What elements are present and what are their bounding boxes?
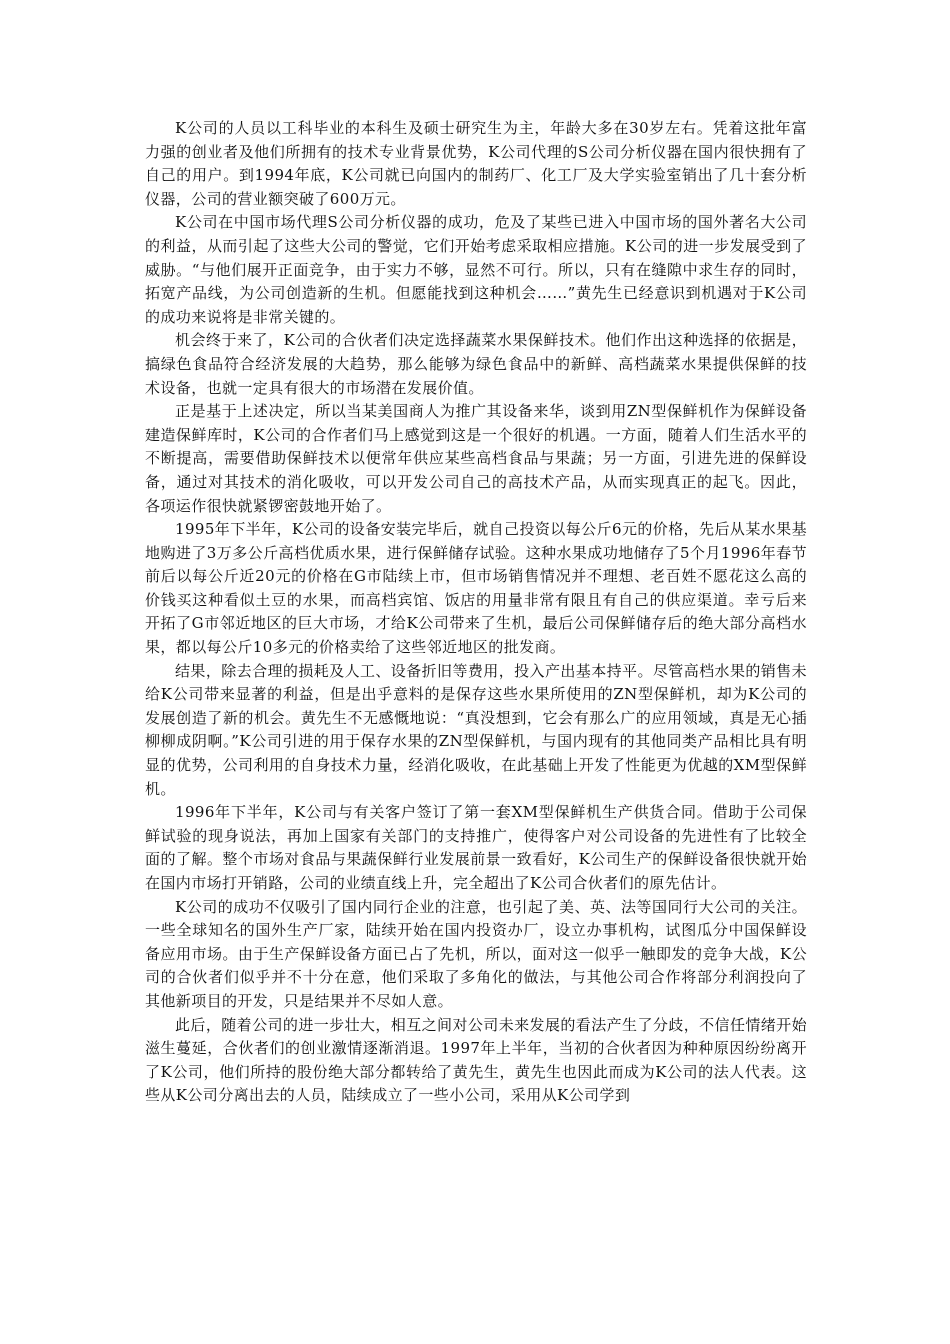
paragraph-3: 机会终于来了，K公司的合伙者们决定选择蔬菜水果保鲜技术。他们作出这种选择的依据是，搞绿色食品符合经济发展的大趋势，那么能够为绿色食品中的新鲜、高档蔬菜水果提供保鲜的技术设备，也就一定具有很大的市场潜在发展价值。: [145, 331, 807, 397]
document-body: [145, 117, 807, 1108]
paragraph-8: K公司的成功不仅吸引了国内同行企业的注意，也引起了美、英、法等国同行大公司的关注。一些全球知名的国外生产厂家，陆续开始在国内投资办厂，设立办事机构，试图瓜分中国保鲜设备应用市场。由于生产保鲜设备方面已占了先机，所以，面对这一似乎一触即发的竞争大战，K公司的合伙者们似乎并不十分在意，他们采取了多角化的做法，与其他公司合作将部分利润投向了其他新项目的开发，只是结果并不尽如人意。: [145, 897, 807, 1010]
paragraph-4: 正是基于上述决定，所以当某美国商人为推广其设备来华，谈到用ZN型保鲜机作为保鲜设备建造保鲜库时，K公司的合作者们马上感觉到这是一个很好的机遇。一方面，随着人们生活水平的不断提高，需要借助保鲜技术以便常年供应某些高档食品与果蔬；另一方面，引进先进的保鲜设备，通过对其技术的消化吸收，可以开发公司自己的高技术产品，从而实现真正的起飞。因此，各项运作很快就紧锣密鼓地开始了。: [145, 402, 807, 515]
paragraph-9: 此后，随着公司的进一步壮大，相互之间对公司未来发展的看法产生了分歧，不信任情绪开始滋生蔓延，合伙者们的创业激情逐渐消退。1997年上半年，当初的合伙者因为种种原因纷纷离开了K公司，他们所持的股份绝大部分都转给了黄先生，黄先生也因此而成为K公司的法人代表。这些从K公司分离出去的人员，陆续成立了一些小公司，采用从K公司学到: [145, 1015, 807, 1105]
paragraph-5: 1995年下半年，K公司的设备安装完毕后，就自己投资以每公斤6元的价格，先后从某水果基地购进了3万多公斤高档优质水果，进行保鲜储存试验。这种水果成功地储存了5个月1996年春节前后以每公斤近20元的价格在G市陆续上市，但市场销售情况并不理想、老百姓不愿花这么高的价钱买这种看似土豆的水果，而高档宾馆、饭店的用量非常有限且有自己的供应渠道。幸亏后来开拓了G市邻近地区的巨大市场，才给K公司带来了生机，最后公司保鲜储存后的绝大部分高档水果，都以每公斤10多元的价格卖给了这些邻近地区的批发商。: [145, 520, 807, 657]
paragraph-7: 1996年下半年，K公司与有关客户签订了第一套XM型保鲜机生产供货合同。借助于公司保鲜试验的现身说法，再加上国家有关部门的支持推广，使得客户对公司设备的先进性有了比较全面的了解。整个市场对食品与果蔬保鲜行业发展前景一致看好，K公司生产的保鲜设备很快就开始在国内市场打开销路，公司的业绩直线上升，完全超出了K公司合伙者们的原先估计。: [145, 803, 807, 892]
paragraph-1: K公司的人员以工科毕业的本科生及硕士研究生为主，年龄大多在30岁左右。凭着这批年富力强的创业者及他们所拥有的技术专业背景优势，K公司代理的S公司分析仪器在国内很快拥有了自己的用户。到1994年底，K公司就已向国内的制药厂、化工厂及大学实验室销出了几十套分析仪器，公司的营业额突破了600万元。: [145, 119, 807, 208]
paragraph-6: 结果，除去合理的损耗及人工、设备折旧等费用，投入产出基本持平。尽管高档水果的销售未给K公司带来显著的利益，但是出乎意料的是保存这些水果所使用的ZN型保鲜机，却为K公司的发展创造了新的机会。黄先生不无感慨地说：“真没想到，它会有那么广的应用领域，真是无心插柳柳成阴啊。”K公司引进的用于保存水果的ZN型保鲜机，与国内现有的其他同类产品相比具有明显的优势，公司利用的自身技术力量，经消化吸收，在此基础上开发了性能更为优越的XM型保鲜机。: [145, 661, 807, 798]
paragraph-2: K公司在中国市场代理S公司分析仪器的成功，危及了某些已进入中国市场的国外著名大公司的利益，从而引起了这些大公司的警觉，它们开始考虑采取相应措施。K公司的进一步发展受到了威胁。“与他们展开正面竞争，由于实力不够，显然不可行。所以，只有在缝隙中求生存的同时，拓宽产品线，为公司创造新的生机。但愿能找到这种机会……”黄先生已经意识到机遇对于K公司的成功来说将是非常关键的。: [145, 213, 807, 326]
